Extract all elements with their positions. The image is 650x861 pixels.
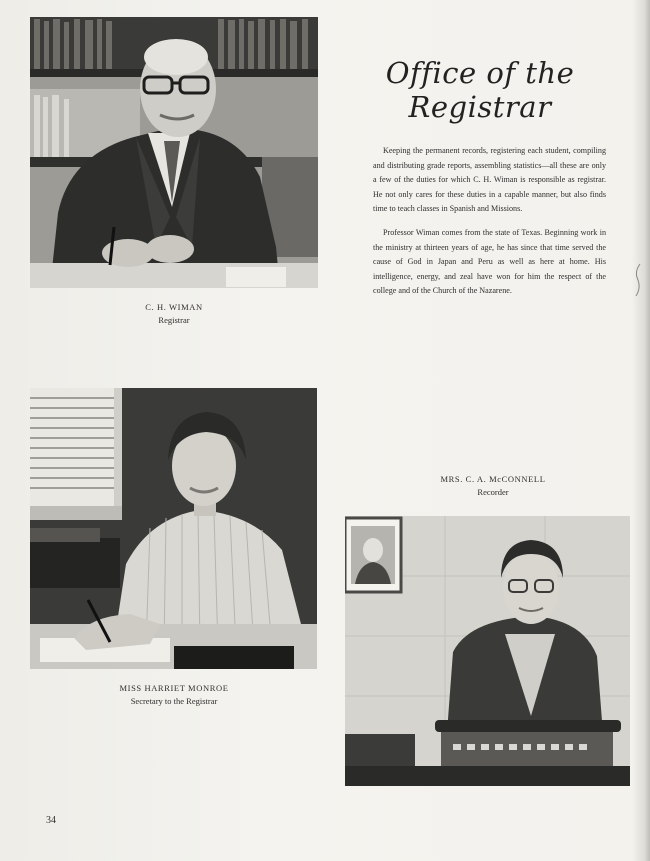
mcconnell-photo [345,516,630,786]
page-number: 34 [46,815,56,826]
wiman-role: Registrar [158,315,190,325]
paragraph-1: Keeping the permanent records, registering each student, compiling and distributing grade reports, assembling statistics—all these are only a few of the duties for which C. H. Wiman is responsible as registrar. He not only cares for these duties in a capable manner, but also finds time to teach classes in Spanish and Missions. [373,146,606,214]
mcconnell-role: Recorder [477,487,509,497]
monroe-name: MISS HARRIET MONROE [119,683,229,693]
page-title [360,56,600,124]
title-line-2: Registrar [408,90,552,124]
wiman-caption [104,301,244,327]
monroe-caption [94,682,254,708]
wiman-name: C. H. WIMAN [145,302,203,312]
monroe-photo [30,388,317,669]
wiman-photo [30,17,318,288]
article-body [373,144,606,308]
paragraph-2: Professor Wiman comes from the state of Texas. Beginning work in the ministry at thirteen years of age, he has since that time served the cause of God in Japan and Peru as well as here at home. His intelligence, energy, and zeal have won for him the respect of the college and of the Church of the Nazarene. [373,227,606,296]
page-edge-shadow [632,0,650,861]
monroe-role: Secretary to the Registrar [130,696,218,706]
mcconnell-caption [418,473,568,499]
title-line-1: Office of the [385,56,575,90]
mcconnell-name: MRS. C. A. McCONNELL [440,474,546,484]
